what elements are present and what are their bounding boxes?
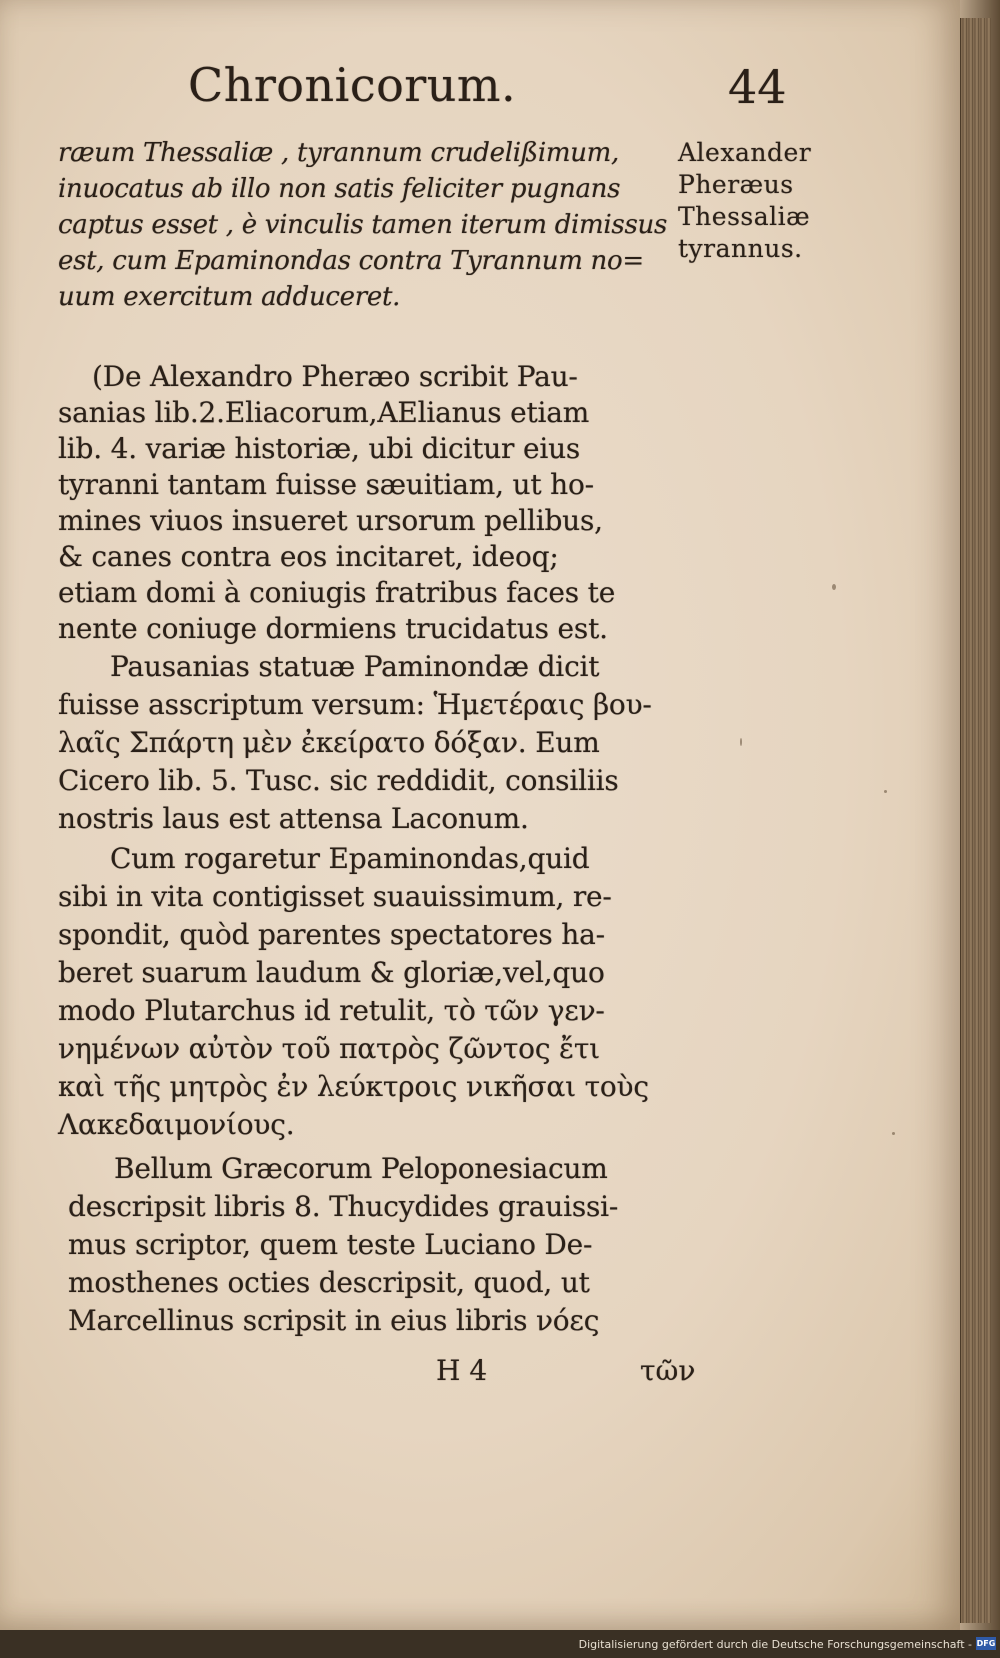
text-line: nostris laus est attensa Laconum. (58, 802, 529, 835)
text-line: Marcellinus scripsit in eius libris νόες (68, 1304, 600, 1337)
text-line: mus scriptor, quem teste Luciano De- (68, 1228, 593, 1261)
page-edges (960, 18, 991, 1623)
marginal-note-line: tyrannus. (678, 234, 803, 263)
text-line: sibi in vita contigisset suauissimum, re- (58, 880, 612, 913)
text-line: inuocatus ab illo non satis feliciter pugnans (58, 174, 621, 204)
text-line: καὶ τῆς μητρὸς ἐν λεύκτροις νικῆσαι τοὺς (58, 1070, 649, 1103)
text-line: νημένων αὐτὸν τοῦ πατρὸς ζῶντος ἔτι (58, 1032, 600, 1065)
marginal-note-line: Pheræus (678, 170, 794, 199)
text-line: lib. 4. variæ historiæ, ubi dicitur eius (58, 432, 581, 465)
text-line: etiam domi à coniugis fratribus faces te (58, 576, 616, 609)
text-line: ræum Thessaliæ , tyrannum crudelißimum, (58, 138, 619, 168)
paper-speck (884, 790, 887, 793)
text-line: Bellum Græcorum Peloponesiacum (114, 1152, 608, 1185)
text-line: tyranni tantam fuisse sæuitiam, ut ho- (58, 468, 594, 501)
text-line: captus esset , è vinculis tamen iterum dimissus (58, 210, 667, 240)
text-line: nente coniuge dormiens trucidatus est. (58, 612, 608, 645)
text-line: beret suarum laudum & gloriæ,vel,quo (58, 956, 605, 989)
text-line: Λακεδαιμονίους. (58, 1108, 295, 1141)
text-line: mosthenes octies descripsit, quod, ut (68, 1266, 590, 1299)
dfg-logo: DFG (976, 1639, 996, 1648)
text-line: Cicero lib. 5. Tusc. sic reddidit, consiliis (58, 764, 619, 797)
paper-speck (832, 584, 836, 590)
catchword: τῶν (640, 1354, 696, 1387)
digitization-credit: Digitalisierung gefördert durch die Deutsche Forschungsgemeinschaft - (578, 1638, 972, 1651)
text-line: modo Plutarchus id retulit, τὸ τῶν γεν- (58, 994, 605, 1027)
page-number: 44 (728, 60, 787, 114)
paper-speck (892, 1132, 895, 1135)
text-line: Cum rogaretur Epaminondas,quid (110, 842, 590, 875)
signature-mark: H 4 (436, 1354, 488, 1387)
text-line: spondit, quòd parentes spectatores ha- (58, 918, 605, 951)
marginal-note-line: Alexander (678, 138, 812, 167)
running-title: Chronicorum. (188, 58, 517, 112)
text-line: (De Alexandro Pheræo scribit Pau- (92, 360, 578, 393)
text-line: descripsit libris 8. Thucydides grauissi- (68, 1190, 619, 1223)
text-line: & canes contra eos incitaret, ideoq; (58, 540, 559, 573)
text-line: Pausanias statuæ Paminondæ dicit (110, 650, 600, 683)
text-line: uum exercitum adduceret. (58, 282, 401, 312)
text-line: est, cum Epaminondas contra Tyrannum no= (58, 246, 644, 276)
text-line: mines viuos insueret ursorum pellibus, (58, 504, 603, 537)
text-line: λαῖς Σπάρτη μὲν ἐκείρατο δόξαν. Eum (58, 726, 600, 759)
text-line: sanias lib.2.Eliacorum,AElianus etiam (58, 396, 590, 429)
marginal-note-line: Thessaliæ (678, 202, 811, 231)
text-line: fuisse asscriptum versum: Ἡμετέραις βου- (58, 688, 652, 721)
paper-speck (740, 738, 742, 746)
